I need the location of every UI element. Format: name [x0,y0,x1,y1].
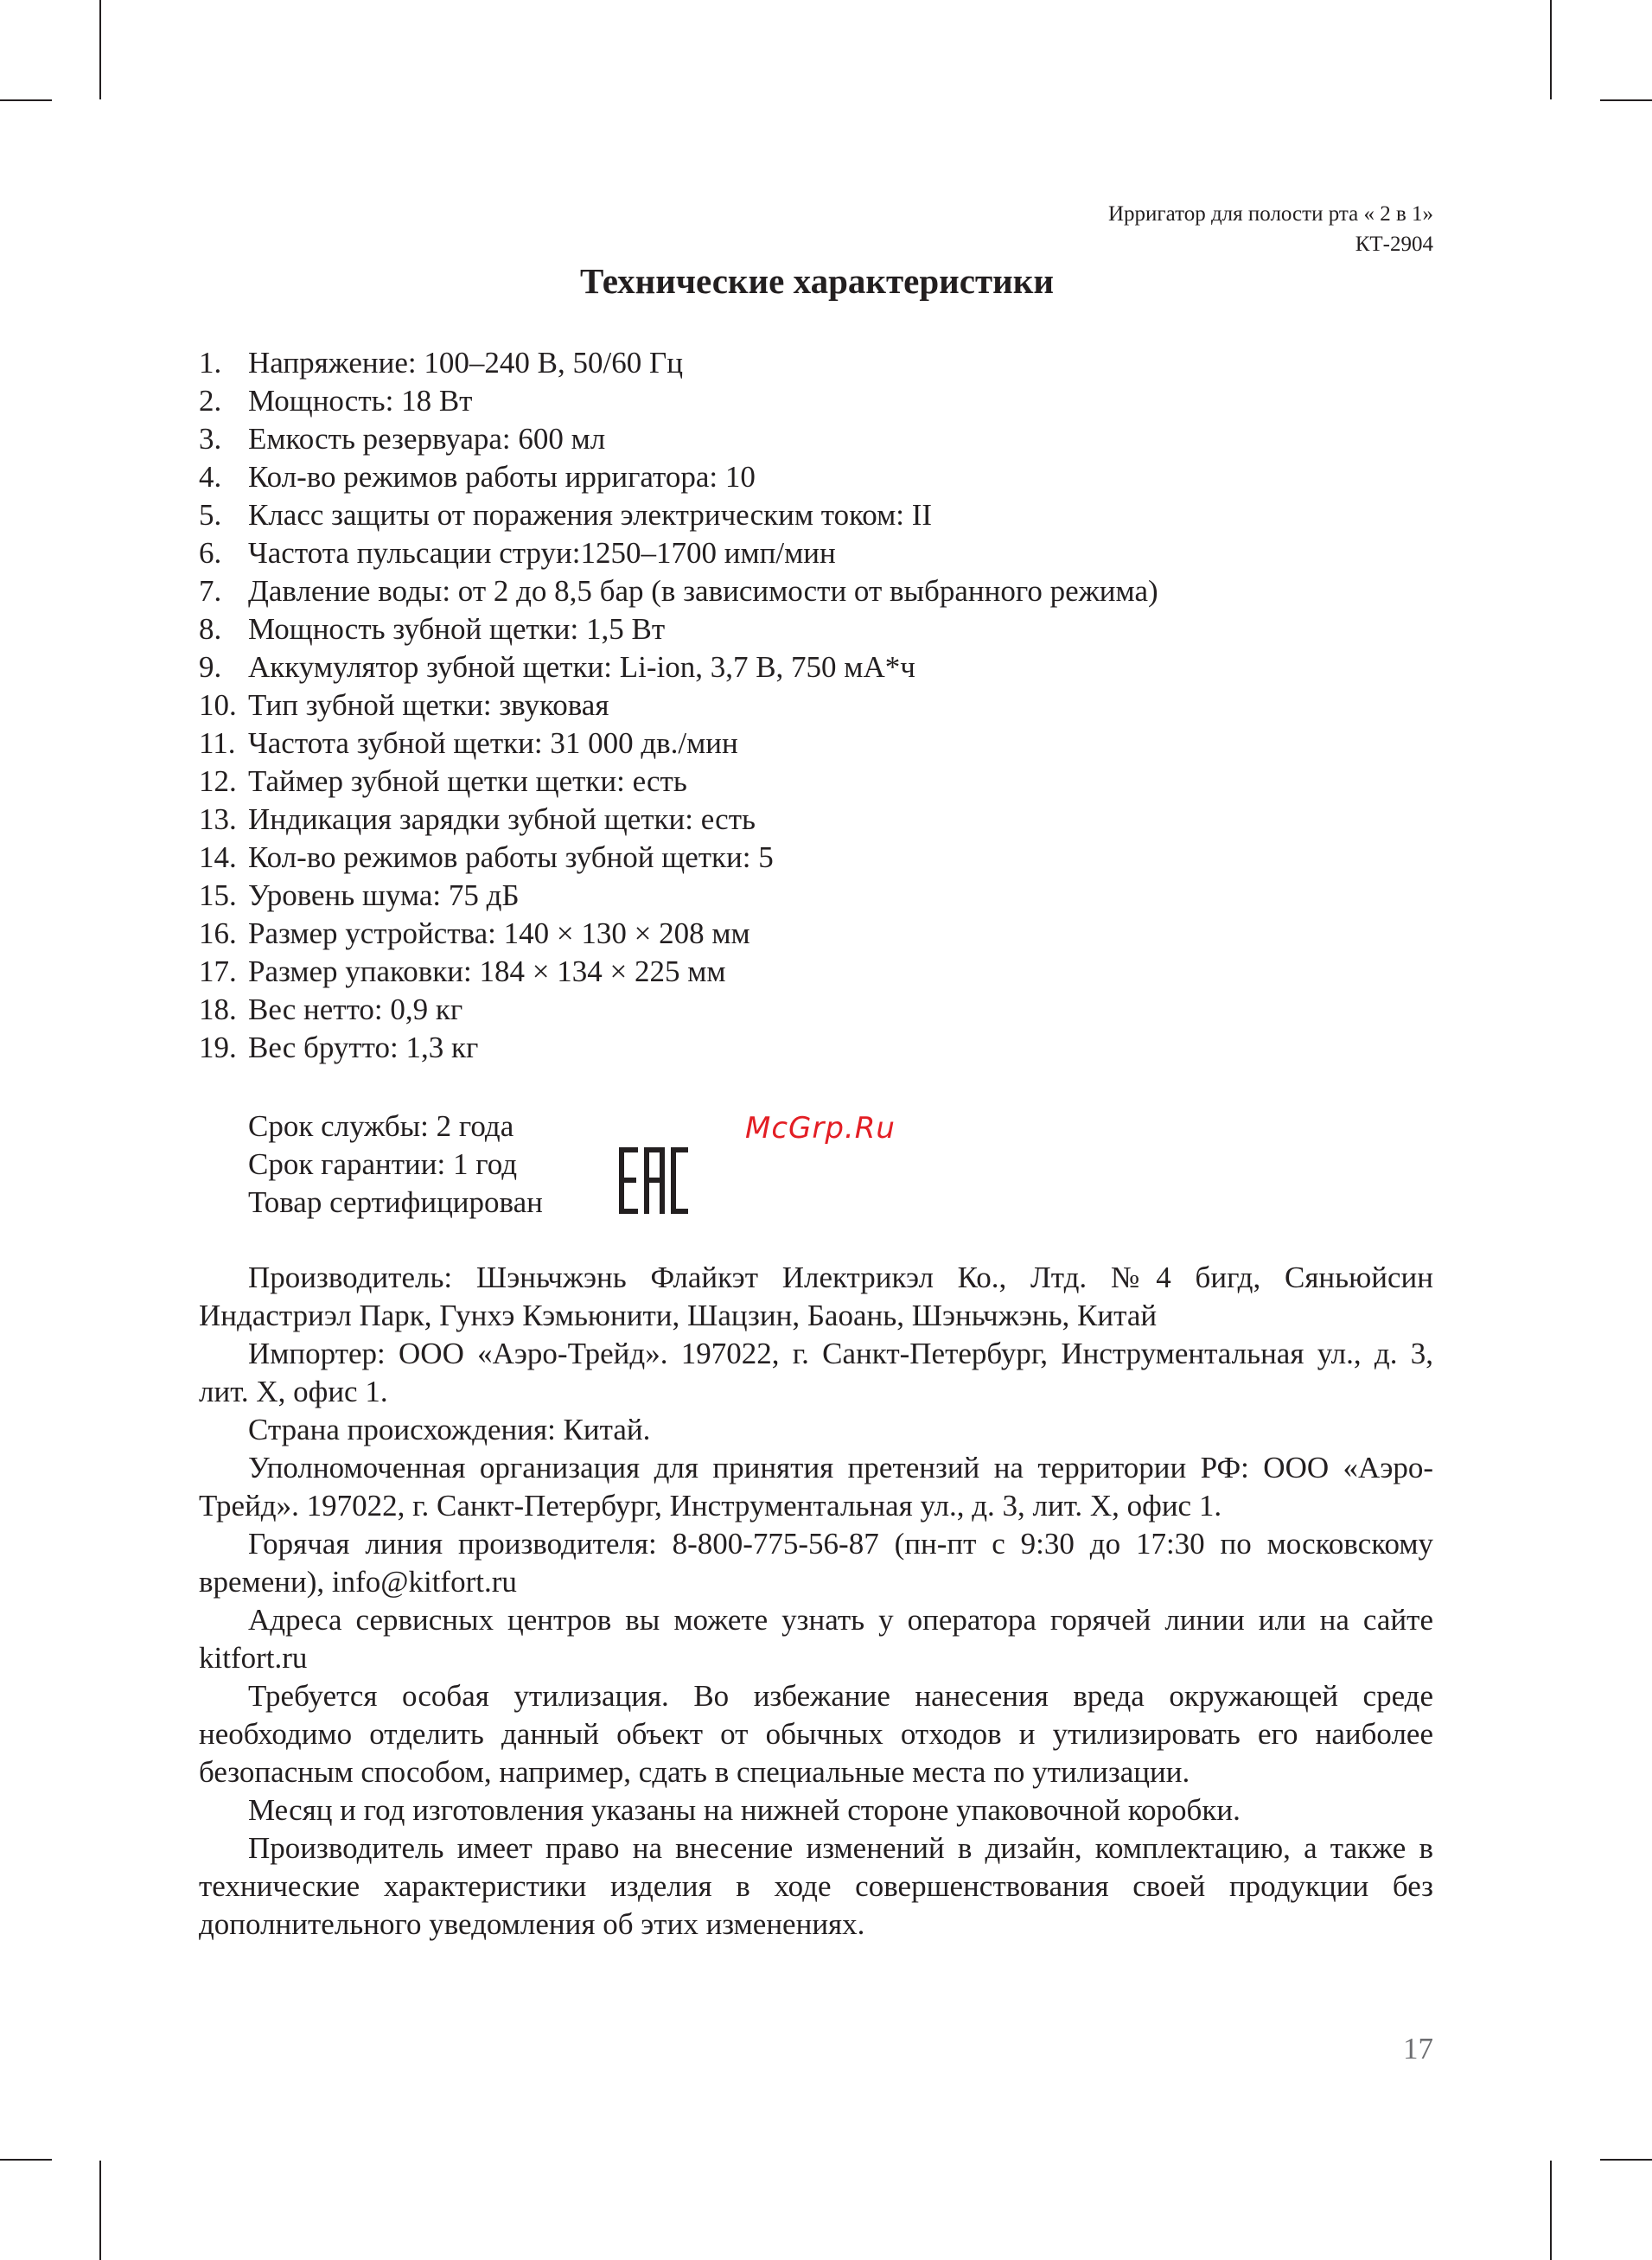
spec-item [199,725,1158,763]
spec-number: 19. [199,1031,237,1064]
spec-item [199,1029,1158,1067]
spec-item [199,648,1158,686]
crop-mark-top-right [1600,99,1652,101]
spec-text: Уровень шума: 75 дБ [248,878,520,912]
spec-item [199,458,1158,496]
spec-item [199,344,1158,382]
spec-item [199,610,1158,648]
page-number: 17 [1403,2032,1433,2065]
crop-mark-bottom-left [0,2159,52,2161]
crop-mark-top-left [0,99,52,101]
spec-item [199,801,1158,839]
spec-text: Частота зубной щетки: 31 000 дв./мин [248,726,738,760]
spec-number: 8. [199,612,222,646]
spec-number: 4. [199,460,222,494]
crop-mark-bottom-right [1600,2159,1652,2161]
warranty-period: Срок гарантии: 1 год [248,1147,518,1181]
spec-number: 18. [199,993,237,1026]
spec-text: Кол-во режимов работы зубной щетки: 5 [248,840,774,874]
spec-number: 9. [199,650,222,684]
spec-number: 6. [199,536,222,570]
spec-text: Частота пульсации струи:1250–1700 имп/мин [248,536,836,570]
spec-text: Таймер зубной щетки щетки: есть [248,764,687,798]
spec-number: 2. [199,384,222,418]
spec-item [199,382,1158,420]
certification-note: Товар сертифицирован [248,1185,543,1219]
paragraph: Горячая линия производителя: 8-800-775-56-87 (пн-пт с 9:30 до 17:30 по московскому времени), info@kitfort.ru [199,1527,1433,1599]
product-name: Ирригатор для полости рта « 2 в 1» [1107,202,1433,226]
paragraph: Месяц и год изготовления указаны на нижней стороне упаковочной коробки. [248,1793,1241,1827]
spec-text: Размер упаковки: 184 × 134 × 225 мм [248,954,726,988]
spec-text: Класс защиты от поражения электрическим током: II [248,498,933,532]
spec-number: 5. [199,498,222,532]
paragraph: Импортер: ООО «Аэро-Трейд». 197022, г. Санкт-Петербург, Инструментальная ул., д. 3, лит. Х, офис 1. [199,1337,1433,1408]
spec-number: 3. [199,422,222,456]
crop-mark-top-right [1550,0,1552,99]
spec-text: Вес брутто: 1,3 кг [248,1031,479,1064]
paragraph: Производитель имеет право на внесение изменений в дизайн, комплектацию, а также в технические характеристики изделия в ходе совершенствования своей продукции без дополнительного уведомления об этих изменениях. [199,1831,1433,1941]
spec-text: Кол-во режимов работы ирригатора: 10 [248,460,756,494]
service-life: Срок службы: 2 года [248,1109,514,1143]
paragraph: Производитель: Шэньчжэнь Флайкэт Илектрикэл Ко., Лтд. №4 бигд, Сяньюйсин Индастриэл Парк, Гунхэ Кэмьюнити, Шацзин, Баоань, Шэньчжэнь, Китай [199,1261,1433,1332]
spec-item [199,915,1158,953]
spec-text: Емкость резервуара: 600 мл [248,422,606,456]
paragraph: Уполномоченная организация для принятия претензий на территории РФ: ООО «Аэро-Трейд». 197022, г. Санкт-Петербург, Инструментальная ул., д. 3, лит. Х, офис 1. [199,1451,1433,1523]
spec-item [199,839,1158,877]
spec-number: 17. [199,954,237,988]
service-info [248,1108,543,1222]
paragraph: Требуется особая утилизация. Во избежание нанесения вреда окружающей среде необходимо отделить данный объект от обычных отходов и утилизировать его наиболее безопасным способом, например, сдать в специальные места по утилизации. [199,1679,1433,1789]
spec-list [199,344,1158,1067]
spec-text: Мощность зубной щетки: 1,5 Вт [248,612,666,646]
spec-number: 16. [199,916,237,950]
spec-text: Индикация зарядки зубной щетки: есть [248,802,756,836]
spec-text: Мощность: 18 Вт [248,384,473,418]
body-text [199,1259,1433,1944]
spec-number: 12. [199,764,237,798]
spec-number: 15. [199,878,237,912]
spec-text: Аккумулятор зубной щетки: Li-ion, 3,7 В, 750 мА*ч [248,650,915,684]
crop-mark-top-left [99,0,101,99]
spec-item [199,877,1158,915]
spec-item [199,686,1158,725]
spec-item [199,763,1158,801]
running-header [1108,199,1433,259]
spec-item [199,572,1158,610]
spec-number: 11. [199,726,236,760]
spec-text: Тип зубной щетки: звуковая [248,688,609,722]
paragraph: Страна происхождения: Китай. [248,1413,651,1446]
spec-number: 1. [199,346,222,380]
page-title: Технические характеристики [580,261,1054,301]
spec-number: 7. [199,574,222,608]
crop-mark-bottom-right [1550,2161,1552,2260]
spec-text: Напряжение: 100–240 В, 50/60 Гц [248,346,683,380]
spec-item [199,991,1158,1029]
spec-text: Вес нетто: 0,9 кг [248,993,463,1026]
spec-item [199,534,1158,572]
spec-item [199,420,1158,458]
spec-item [199,496,1158,534]
spec-text: Давление воды: от 2 до 8,5 бар (в зависимости от выбранного режима) [248,574,1158,608]
crop-mark-bottom-left [99,2161,101,2260]
model-number: КТ-2904 [1355,233,1433,256]
paragraph: Адреса сервисных центров вы можете узнать у оператора горячей линии или на сайте kitfort.ru [199,1603,1433,1675]
spec-number: 10. [199,688,237,722]
spec-item [199,953,1158,991]
spec-text: Размер устройства: 140 × 130 × 208 мм [248,916,750,950]
spec-number: 13. [199,802,237,836]
eac-mark-icon [619,1147,688,1214]
spec-number: 14. [199,840,237,874]
watermark: McGrp.Ru [745,1111,896,1146]
